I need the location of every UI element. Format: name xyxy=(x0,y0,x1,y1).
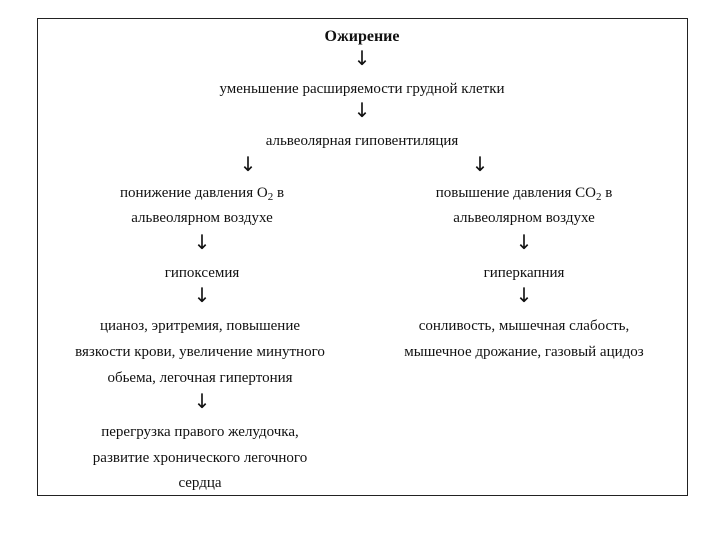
node-o2-pressure-line2: альвеолярном воздухе xyxy=(131,210,273,226)
arrow-down-icon: ↓ xyxy=(193,283,211,307)
node-hypoxemia: гипоксемия xyxy=(164,265,240,281)
node-right-ventricle-2: развитие хронического легочного xyxy=(92,450,308,466)
arrow-down-icon: ↓ xyxy=(193,389,211,413)
node-hypercapnia-effects-2: мышечное дрожание, газовый ацидоз xyxy=(404,344,644,360)
node-hypercapnia: гиперкапния xyxy=(483,265,565,281)
node-o2-pressure-decrease: понижение давления $О_2$ в xyxy=(119,185,285,203)
node-alveolar-hypoventilation: альвеолярная гиповентиляция xyxy=(265,133,459,149)
arrow-down-left-icon: ↓ xyxy=(239,152,257,176)
node-right-ventricle-3: сердца xyxy=(178,475,222,491)
node-reduced-chest-expansion: уменьшение расширяемости грудной клетки xyxy=(219,81,505,97)
node-hypoxemia-effects-2: вязкости крови, увеличение минутного xyxy=(75,344,325,360)
node-co2-pressure-line2: альвеолярном воздухе xyxy=(453,210,595,226)
arrow-down-icon: ↓ xyxy=(515,230,533,254)
arrow-down-icon: ↓ xyxy=(353,98,371,122)
node-hypoxemia-effects-3: обьема, легочная гипертония xyxy=(107,370,293,386)
node-hypercapnia-effects-1: сонливость, мышечная слабость, xyxy=(418,318,630,334)
arrow-down-icon: ↓ xyxy=(353,46,371,70)
arrow-down-icon: ↓ xyxy=(193,230,211,254)
root-node: Ожирение xyxy=(324,28,400,45)
node-hypoxemia-effects-1: цианоз, эритремия, повышение xyxy=(99,318,301,334)
node-right-ventricle-1: перегрузка правого желудочка, xyxy=(101,424,299,440)
node-co2-pressure-increase: повышение давления $СО_2$ в xyxy=(435,185,613,203)
arrow-down-icon: ↓ xyxy=(515,283,533,307)
arrow-down-right-icon: ↓ xyxy=(471,152,489,176)
